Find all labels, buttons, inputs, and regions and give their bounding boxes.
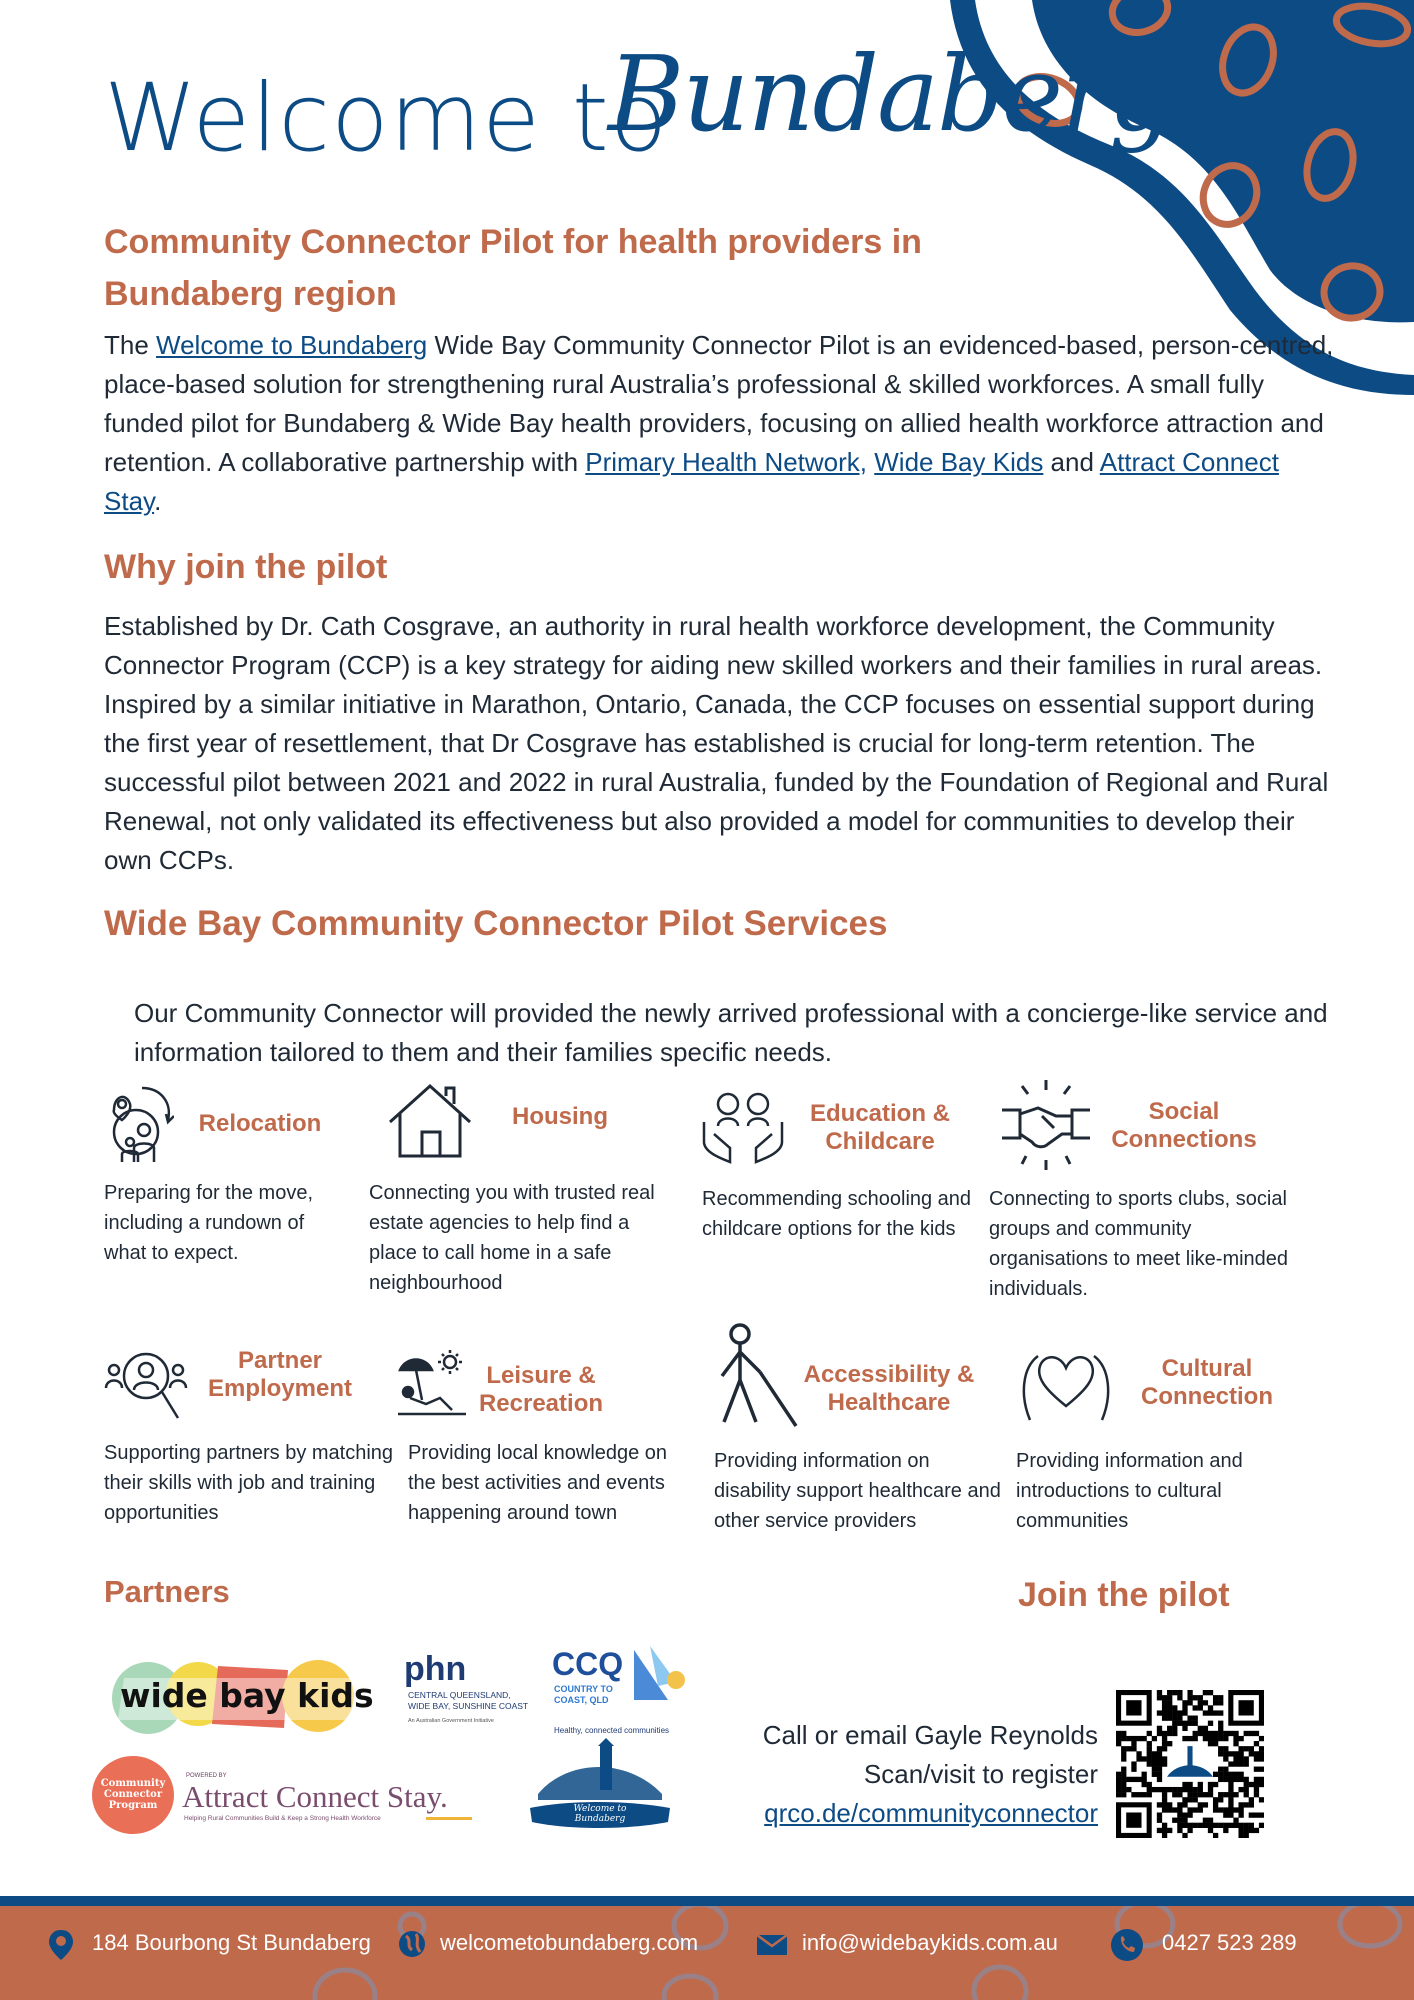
- attract-connect-stay-logo[interactable]: [182, 1773, 502, 1829]
- join-line-call: Call or email Gayle Reynolds: [762, 1720, 1098, 1750]
- handshake-icon: [998, 1076, 1094, 1174]
- footer-phone[interactable]: 0427 523 289: [1162, 1930, 1297, 1955]
- qr-code[interactable]: [1116, 1690, 1264, 1838]
- service-title-leisure: Leisure & Recreation: [478, 1362, 604, 1417]
- ccq-sail-icon: [628, 1646, 688, 1706]
- phone-icon: [1110, 1928, 1144, 1962]
- services-intro: Our Community Connector will provided the newly arrived professional with a concierge-like service and information tailored to them and their families specific needs.: [134, 998, 1328, 1067]
- service-desc-housing: Connecting you with trusted real estate agencies to help find a place to call home in a safe neighbourhood: [369, 1182, 655, 1294]
- title-welcome: Welcome to: [104, 64, 669, 173]
- footer-website-link[interactable]: welcometobundaberg.com: [440, 1930, 699, 1955]
- phn-logo-sub: [408, 1690, 528, 1712]
- service-title-education: Education & Childcare: [809, 1100, 950, 1155]
- service-title-housing: Housing: [512, 1103, 608, 1130]
- acs-logo-text: Attract Connect Stay.: [182, 1779, 448, 1814]
- title-bundaberg-script: Bundaberg: [608, 33, 1174, 155]
- footer-email-link[interactable]: info@widebaykids.com.au: [802, 1930, 1058, 1955]
- wide-bay-kids-logo-text: wide bay kids: [120, 1676, 374, 1715]
- ccq-logo-sub: [554, 1684, 613, 1706]
- relocation-icon: [102, 1082, 174, 1164]
- why-paragraph: Established by Dr. Cath Cosgrave, an authority in rural health workforce development, the Community Connector Program (CCP) is a key strategy for aiding new skilled workers and their families in rural areas. Inspired by a similar initiative in Marathon, Ontario, Canada, the CCP focuses on essential support during the first year of resettlement, that Dr Cosgrave has established is crucial for long-term retention. The successful pilot between 2021 and 2022 in rural Australia, funded by the Foundation of Regional and Rural Renewal, not only validated its effectiveness but also provided a model for communities to develop their own CCPs.: [104, 611, 1329, 875]
- wide-bay-kids-link[interactable]: Wide Bay Kids: [874, 447, 1044, 477]
- phn-logo-text: phn: [404, 1650, 467, 1688]
- house-icon: [386, 1080, 474, 1160]
- footer-top-stripe: [0, 1896, 1414, 1906]
- register-link[interactable]: qrco.de/communityconnector: [764, 1798, 1098, 1828]
- services-heading: Wide Bay Community Connector Pilot Services: [104, 904, 888, 943]
- globe-icon: [398, 1930, 426, 1958]
- badge-text: Community Connector Program: [100, 1778, 166, 1811]
- service-desc-social: Connecting to sports clubs, social groups and community organisations to meet like-minded individuals.: [989, 1188, 1289, 1300]
- intro-paragraph: [104, 326, 1334, 521]
- acs-powered: POWERED BY: [186, 1773, 227, 1779]
- ccq-sub-line: COAST, QLD: [554, 1695, 609, 1705]
- acs-underline: [426, 1817, 472, 1820]
- location-pin-icon: [48, 1928, 74, 1962]
- welcome-to-bundaberg-link[interactable]: Welcome to Bundaberg: [156, 330, 428, 360]
- join-heading: Join the pilot: [1018, 1576, 1230, 1614]
- heart-hands-icon: [1016, 1344, 1116, 1424]
- ccq-logo-text: CCQ: [552, 1646, 624, 1682]
- children-hands-icon: [700, 1086, 786, 1164]
- join-contact: [763, 1716, 1098, 1833]
- service-title-relocation: Relocation: [198, 1110, 322, 1137]
- phn-sub-line: WIDE BAY, SUNSHINE COAST: [408, 1701, 529, 1711]
- primary-health-network-link[interactable]: Primary Health Network,: [585, 447, 868, 477]
- service-desc-relocation: Preparing for the move, including a rundown of what to expect.: [104, 1182, 313, 1264]
- wide-bay-kids-logo[interactable]: [108, 1658, 372, 1734]
- phn-sub-line: CENTRAL QUEENSLAND,: [408, 1690, 511, 1700]
- welcome-to-bundaberg-logo[interactable]: [528, 1738, 672, 1828]
- footer-address: 184 Bourbong St Bundaberg: [92, 1930, 371, 1955]
- intro-heading: Community Connector Pilot for health providers in Bundaberg region: [104, 223, 922, 313]
- service-title-partner: Partner Employment: [207, 1347, 353, 1402]
- phn-logo[interactable]: [404, 1650, 544, 1726]
- intro-text: Wide Bay Community Connector Pilot is an evidenced-based, person-centred, place-based solution for strengthening rural Australia’s professional & skilled workforces. A small fully funded pilot for Bundaberg & Wide Bay health providers, focusing on allied health workforce attraction and retention. A collaborative partnership with: [104, 330, 1334, 477]
- phn-logo-tag: An Australian Government Initiative: [408, 1718, 494, 1724]
- service-title-cultural: Cultural Connection: [1141, 1355, 1273, 1410]
- join-line-scan: Scan/visit to register: [863, 1759, 1098, 1789]
- intro-text: The: [104, 330, 157, 360]
- acs-tagline: Helping Rural Communities Build & Keep a Strong Health Workforce: [184, 1815, 381, 1822]
- service-desc-accessibility: Providing information on disability support healthcare and other service providers: [714, 1450, 1001, 1532]
- ccq-logo[interactable]: [552, 1646, 688, 1738]
- service-title-social: Social Connections: [1111, 1098, 1257, 1153]
- why-heading: Why join the pilot: [104, 548, 388, 586]
- intro-text: and: [1043, 447, 1100, 477]
- ccq-logo-tag: Healthy, connected communities: [554, 1726, 670, 1735]
- service-desc-education: Recommending schooling and childcare options for the kids: [702, 1188, 972, 1240]
- community-connector-program-badge[interactable]: [92, 1756, 174, 1834]
- email-icon: [756, 1934, 788, 1956]
- job-search-icon: [102, 1346, 190, 1426]
- wtb-logo-text: Welcome to Bundaberg: [573, 1804, 627, 1824]
- partners-heading: Partners: [104, 1574, 230, 1609]
- attract-connect-stay-link[interactable]: Attract Connect Stay: [104, 447, 1279, 516]
- service-desc-cultural: Providing information and introductions to cultural communities: [1016, 1450, 1243, 1532]
- service-title-accessibility: Accessibility & Healthcare: [803, 1361, 975, 1416]
- service-desc-leisure: Providing local knowledge on the best activities and events happening around town: [408, 1442, 668, 1524]
- service-desc-partner: Supporting partners by matching their skills with job and training opportunities: [104, 1442, 394, 1524]
- ccq-sub-line: COUNTRY TO: [554, 1684, 613, 1694]
- intro-text: .: [154, 486, 162, 516]
